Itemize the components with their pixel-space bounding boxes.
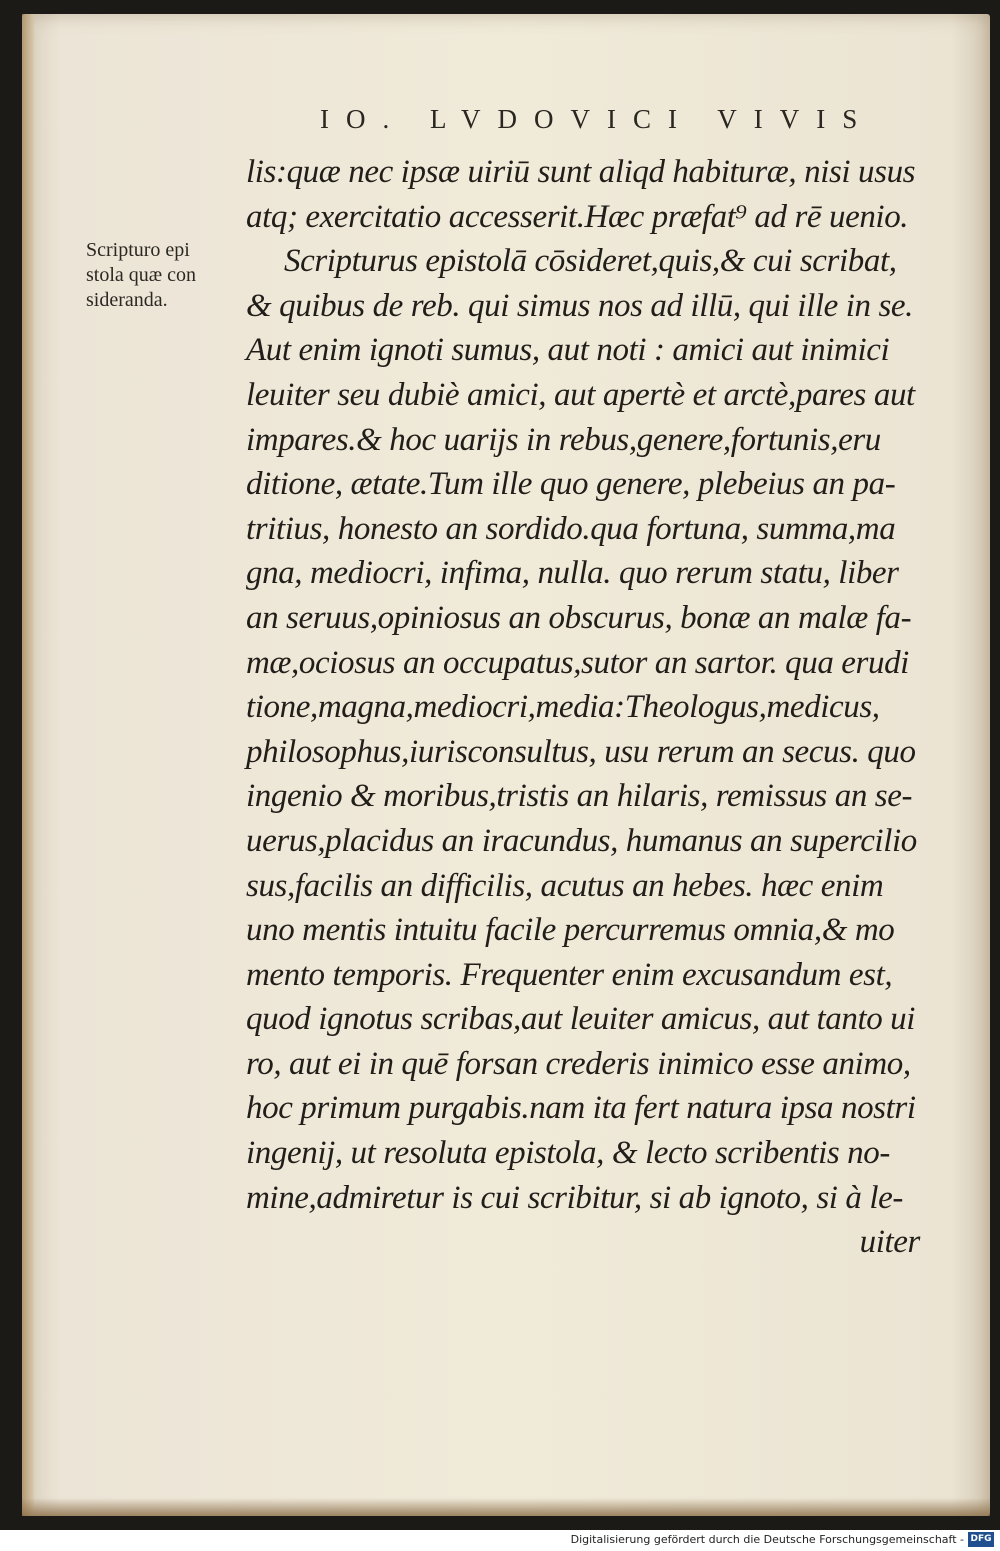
- text-line: Scripturus epistolā cōsideret,quis,& cui scribat,: [284, 243, 897, 280]
- text-line: lis:quæ nec ipsæ uiriū sunt aliqd habituræ, nisi usus: [246, 154, 916, 190]
- text-line: ro, aut ei in quē forsan crederis inimico esse animo,: [246, 1045, 911, 1082]
- body-text: [246, 150, 926, 1265]
- text-line: & quibus de reb. qui simus nos ad illū, qui ille in se.: [246, 287, 914, 324]
- text-line: impares.& hoc uarijs in rebus,genere,fortunis,eru: [246, 421, 881, 458]
- text-line: uno mentis intuitu facile percurremus omnia,& mo: [246, 912, 895, 949]
- text-line: ingenij, ut resoluta epistola, & lecto scribentis no-: [246, 1135, 890, 1172]
- text-line: leuiter seu dubiè amici, aut apertè et arctè,pares aut: [246, 376, 915, 413]
- text-line: mæ,ociosus an occupatus,sutor an sartor. qua erudi: [246, 644, 909, 681]
- marginal-note-line: sideranda.: [86, 289, 168, 311]
- text-line: an seruus,opiniosus an obscurus, bonæ an malæ fa-: [246, 599, 912, 636]
- marginal-note: [86, 238, 246, 313]
- text-line: ingenio & moribus,tristis an hilaris, remissus an se-: [246, 778, 913, 815]
- text-line: ditione, ætate.Tum ille quo genere, plebeius an pa-: [246, 466, 896, 503]
- text-line: mine,admiretur is cui scribitur, si ab ignoto, si à le-: [246, 1179, 903, 1216]
- text-line: atq; exercitatio accesserit.Hæc præfat⁹ ad rē uenio.: [246, 198, 909, 235]
- text-line: Aut enim ignoti sumus, aut noti : amici aut inimici: [246, 332, 890, 369]
- marginal-note-line: stola quæ con: [86, 264, 196, 286]
- page-bottom-edge: [22, 1498, 990, 1516]
- text-line: sus,facilis an difficilis, acutus an hebes. hæc enim: [246, 867, 884, 904]
- text-line: mento temporis. Frequenter enim excusandum est,: [246, 956, 893, 993]
- marginal-note-line: Scripturo epi: [86, 239, 190, 261]
- text-line: uerus,placidus an iracundus, humanus an supercilio: [246, 822, 917, 859]
- running-head: IO. LVDOVICI VIVIS: [320, 104, 875, 134]
- text-line: quod ignotus scribas,aut leuiter amicus, aut tanto ui: [246, 1001, 916, 1038]
- text-line: gna, mediocri, infima, nulla. quo rerum statu, liber: [246, 555, 899, 592]
- page-left-edge: [22, 14, 34, 1516]
- dfg-logo-icon: DFG: [968, 1532, 994, 1547]
- text-line: tione,magna,mediocri,media:Theologus,medicus,: [246, 689, 880, 726]
- text-line: philosophus,iurisconsultus, usu rerum an secus. quo: [246, 733, 916, 770]
- footer-credit: Digitalisierung gefördert durch die Deutsche Forschungsgemeinschaft -: [570, 1533, 964, 1546]
- text-line: hoc primum purgabis.nam ita fert natura ipsa nostri: [246, 1090, 916, 1127]
- catchword: uiter: [859, 1224, 920, 1261]
- text-line: tritius, honesto an sordido.qua fortuna, summa,ma: [246, 510, 896, 547]
